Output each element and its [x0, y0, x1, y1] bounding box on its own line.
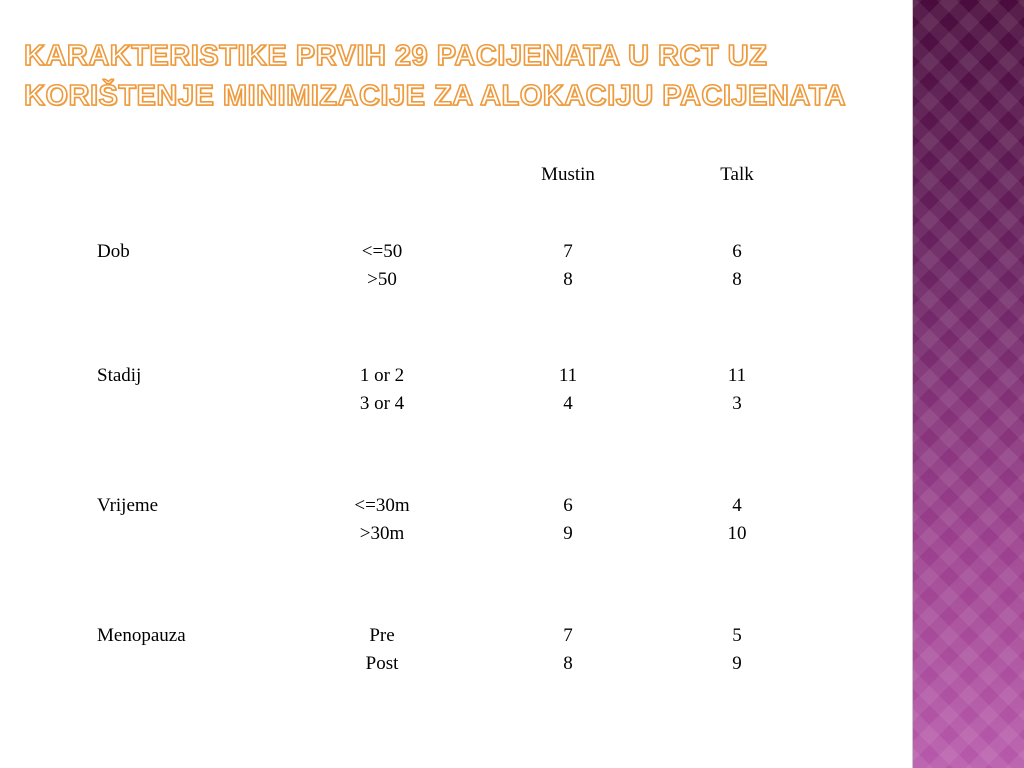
talk-count: 4 — [732, 495, 742, 516]
talk-count: 11 — [727, 365, 747, 386]
row-mustin-dob — [563, 238, 573, 294]
level-value: >50 — [367, 269, 397, 290]
row-levels-stadij — [360, 362, 404, 418]
mustin-count: 4 — [563, 393, 573, 414]
level-value: Post — [365, 653, 399, 674]
mustin-count: 9 — [563, 523, 573, 544]
row-mustin-vrijeme — [563, 492, 573, 548]
level-value: <=30m — [354, 495, 410, 516]
row-talk-menopauza — [732, 622, 742, 678]
row-talk-stadij — [728, 362, 746, 418]
row-factor-dob: Dob — [97, 241, 130, 262]
talk-count: 10 — [727, 523, 747, 544]
row-factor-menopauza: Menopauza — [97, 625, 186, 646]
talk-count: 9 — [732, 653, 742, 674]
row-talk-dob — [732, 238, 742, 294]
row-factor-vrijeme: Vrijeme — [97, 495, 159, 516]
row-talk-vrijeme — [728, 492, 747, 548]
talk-count: 3 — [732, 393, 742, 414]
level-value: Pre — [369, 625, 395, 646]
mustin-count: 8 — [563, 653, 573, 674]
mustin-count: 7 — [563, 625, 573, 646]
talk-count: 5 — [732, 625, 742, 646]
mustin-count: 7 — [563, 241, 573, 262]
row-mustin-stadij — [559, 362, 577, 418]
level-value: >30m — [359, 523, 405, 544]
slide-title-line-2: KORIŠTENJE MINIMIZACIJE ZA ALOKACIJU PACIJENATA — [24, 80, 847, 112]
row-factor-stadij: Stadij — [97, 365, 142, 386]
row-mustin-menopauza — [563, 622, 573, 678]
level-value: 1 or 2 — [359, 365, 405, 386]
level-value: <=50 — [361, 241, 403, 262]
mustin-count: 6 — [563, 495, 573, 516]
row-levels-menopauza — [366, 622, 399, 678]
mustin-count: 8 — [563, 269, 573, 290]
decorative-side-band — [912, 0, 1024, 768]
talk-count: 6 — [732, 241, 742, 262]
column-header-talk: Talk — [720, 164, 754, 185]
mustin-count: 11 — [558, 365, 578, 386]
talk-count: 8 — [732, 269, 742, 290]
level-value: 3 or 4 — [359, 393, 405, 414]
slide-title-line-1: KARAKTERISTIKE PRVIH 29 PACIJENATA U RCT UZ — [24, 40, 768, 72]
row-levels-vrijeme — [354, 492, 409, 548]
column-header-mustin: Mustin — [541, 164, 595, 185]
row-levels-dob — [362, 238, 402, 294]
